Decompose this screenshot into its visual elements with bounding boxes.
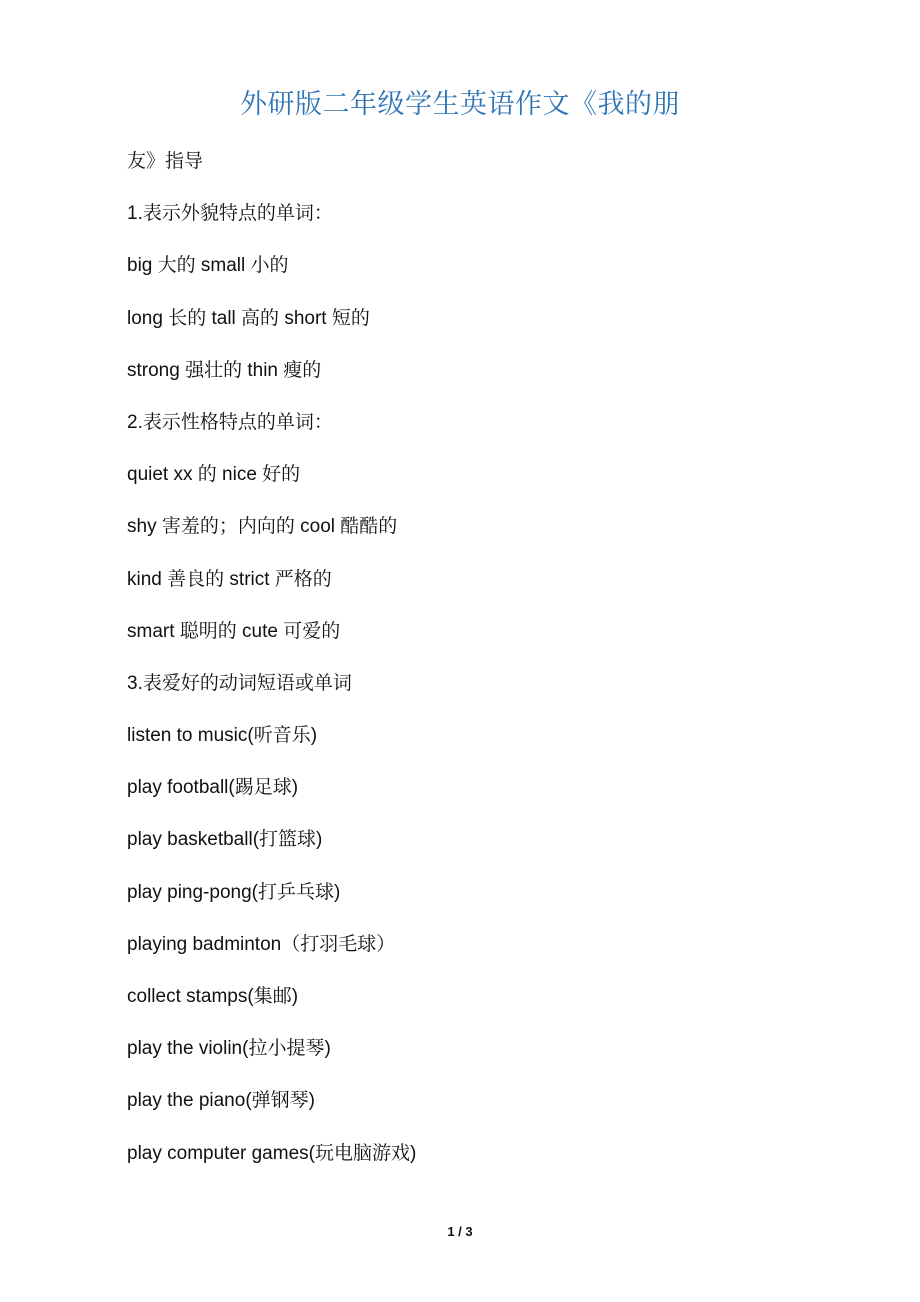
document-title: 外研版二年级学生英语作文《我的朋 bbox=[240, 89, 680, 119]
body-line: collect stamps(集邮) bbox=[127, 986, 299, 1007]
body-line: play computer games(玩电脑游戏) bbox=[127, 1142, 417, 1164]
section-heading: 3.表爱好的动词短语或单词 bbox=[127, 672, 352, 694]
body-line: big 大的 small 小的 bbox=[127, 255, 289, 277]
body-line: long 长的 tall 高的 short 短的 bbox=[127, 307, 370, 329]
body-line: smart 聪明的 cute 可爱的 bbox=[127, 620, 341, 642]
body-line: strong 强壮的 thin 瘦的 bbox=[127, 359, 322, 381]
body-line: play the piano(弹钢琴) bbox=[127, 1090, 315, 1112]
body-line: play football(踢足球) bbox=[127, 777, 299, 799]
body-line: kind 善良的 strict 严格的 bbox=[127, 568, 332, 590]
section-heading: 1.表示外貌特点的单词： bbox=[127, 203, 333, 225]
body-line: 友》指导 bbox=[127, 151, 204, 172]
body-line: playing badminton（打羽毛球） bbox=[127, 933, 396, 955]
body-line: play basketball(打篮球) bbox=[127, 829, 323, 851]
body-line: quiet xx 的 nice 好的 bbox=[127, 464, 301, 486]
body-lines bbox=[127, 145, 827, 1189]
body-line: play ping-pong(打乒乓球) bbox=[127, 881, 341, 903]
body-line: shy 害羞的；内向的 cool 酷酷的 bbox=[127, 516, 398, 538]
page-number: 1 / 3 bbox=[447, 1224, 473, 1239]
body-line: play the violin(拉小提琴) bbox=[127, 1038, 331, 1060]
section-heading: 2.表示性格特点的单词： bbox=[127, 411, 333, 433]
body-line: listen to music(听音乐) bbox=[127, 725, 318, 747]
